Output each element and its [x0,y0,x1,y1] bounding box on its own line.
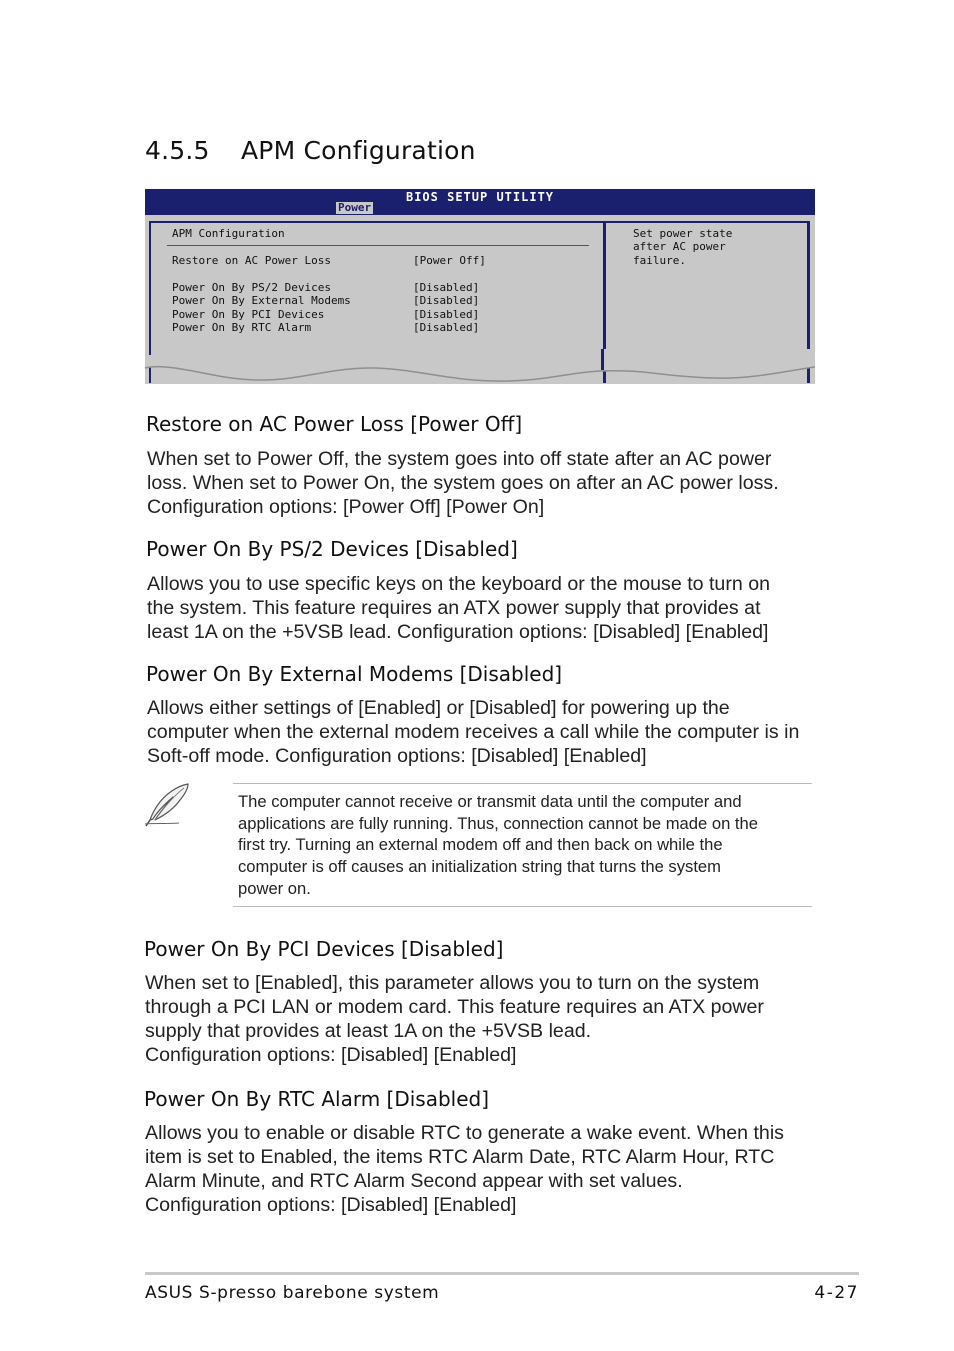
subsection-text-restore-ac [147,447,779,519]
footer-product-name: ASUS S-presso barebone system [145,1283,440,1303]
bios-item-label: Power On By RTC Alarm [172,321,312,334]
text-line: When set to Power Off, the system goes into off state after an AC power [147,448,772,470]
note-bottom-rule [233,906,812,907]
text-line: Soft-off mode. Configuration options: [Disabled] [Enabled] [147,745,647,767]
bios-item-pci [172,308,479,321]
bios-panel-title: APM Configuration [172,227,285,240]
feather-pen-icon [143,782,191,828]
note-line: computer is off causes an initialization string that turns the system [238,857,721,877]
bios-header-bar [145,189,815,215]
subsection-text-pci [145,971,764,1067]
note-line: The computer cannot receive or transmit data until the computer and [238,792,742,811]
subsection-text-modems [147,696,799,768]
bios-tab-power: Power [338,201,372,214]
text-line: item is set to Enabled, the items RTC Alarm Date, RTC Alarm Hour, RTC [145,1146,775,1168]
text-line: through a PCI LAN or modem card. This feature requires an ATX power [145,996,764,1018]
bios-item-label: Power On By External Modems [172,294,351,307]
footer-page-number: 4-27 [814,1283,859,1303]
bios-item-ps2 [172,281,479,294]
bios-header-title: BIOS SETUP UTILITY [405,190,555,204]
text-line: Configuration options: [Disabled] [Enabled] [145,1044,517,1066]
text-line: Configuration options: [Power Off] [Power On] [147,496,545,518]
text-line: Allows either settings of [Enabled] or [Disabled] for powering up the [147,697,730,719]
text-line: When set to [Enabled], this parameter allows you to turn on the system [145,972,760,994]
subsection-heading-modems: Power On By External Modems [Disabled] [146,662,563,686]
subsection-heading-ps2: Power On By PS/2 Devices [Disabled] [146,537,518,561]
subsection-heading-pci: Power On By PCI Devices [Disabled] [144,937,504,961]
bios-help-text [633,227,732,267]
bios-divider [167,245,589,246]
bios-help-line: after AC power [633,240,726,254]
text-line: Allows you to use specific keys on the keyboard or the mouse to turn on [147,573,770,595]
section-title [145,136,476,165]
bios-item-label: Power On By PCI Devices [172,308,325,321]
text-line: Allows you to enable or disable RTC to generate a wake event. When this [145,1122,784,1144]
bios-item-label: Restore on AC Power Loss [172,254,331,267]
bios-item-rtc [172,321,479,334]
note-line: power on. [238,878,311,898]
bios-screenshot [145,189,815,384]
note-top-rule [233,783,812,784]
text-line: least 1A on the +5VSB lead. Configuration options: [Disabled] [Enabled] [147,621,769,643]
torn-edge [145,349,815,384]
bios-help-line: failure. [633,253,686,267]
section-number: 4.5.5 [145,136,210,165]
footer-rule [145,1272,859,1275]
section-title-text: APM Configuration [241,136,476,165]
bios-help-line: Set power state [633,227,733,240]
text-line: Alarm Minute, and RTC Alarm Second appear with set values. [145,1170,683,1192]
bios-item-value: [Disabled] [413,281,480,294]
text-line: loss. When set to Power On, the system goes on after an AC power loss. [147,472,779,494]
bios-item-value: [Disabled] [413,321,480,334]
bios-item-value: [Disabled] [413,294,480,307]
bios-item-value: [Disabled] [413,308,480,321]
text-line: Configuration options: [Disabled] [Enabled] [145,1194,517,1216]
subsection-text-ps2 [147,572,770,644]
text-line: the system. This feature requires an ATX power supply that provides at [147,597,761,619]
text-line: supply that provides at least 1A on the +5VSB lead. [145,1020,592,1042]
note-line: first try. Turning an external modem off and then back on while the [238,835,723,855]
text-line: computer when the external modem receives a call while the computer is in [147,721,800,743]
note-text [238,791,758,900]
bios-item-modems [172,294,479,307]
bios-item-label: Power On By PS/2 Devices [172,281,331,294]
bios-item-restore-ac [172,254,486,267]
subsection-text-rtc [145,1121,784,1217]
subsection-heading-rtc: Power On By RTC Alarm [Disabled] [144,1087,490,1111]
subsection-heading-restore-ac: Restore on AC Power Loss [Power Off] [146,412,523,436]
note-line: applications are fully running. Thus, connection cannot be made on the [238,813,758,833]
bios-item-value: [Power Off] [413,254,486,267]
